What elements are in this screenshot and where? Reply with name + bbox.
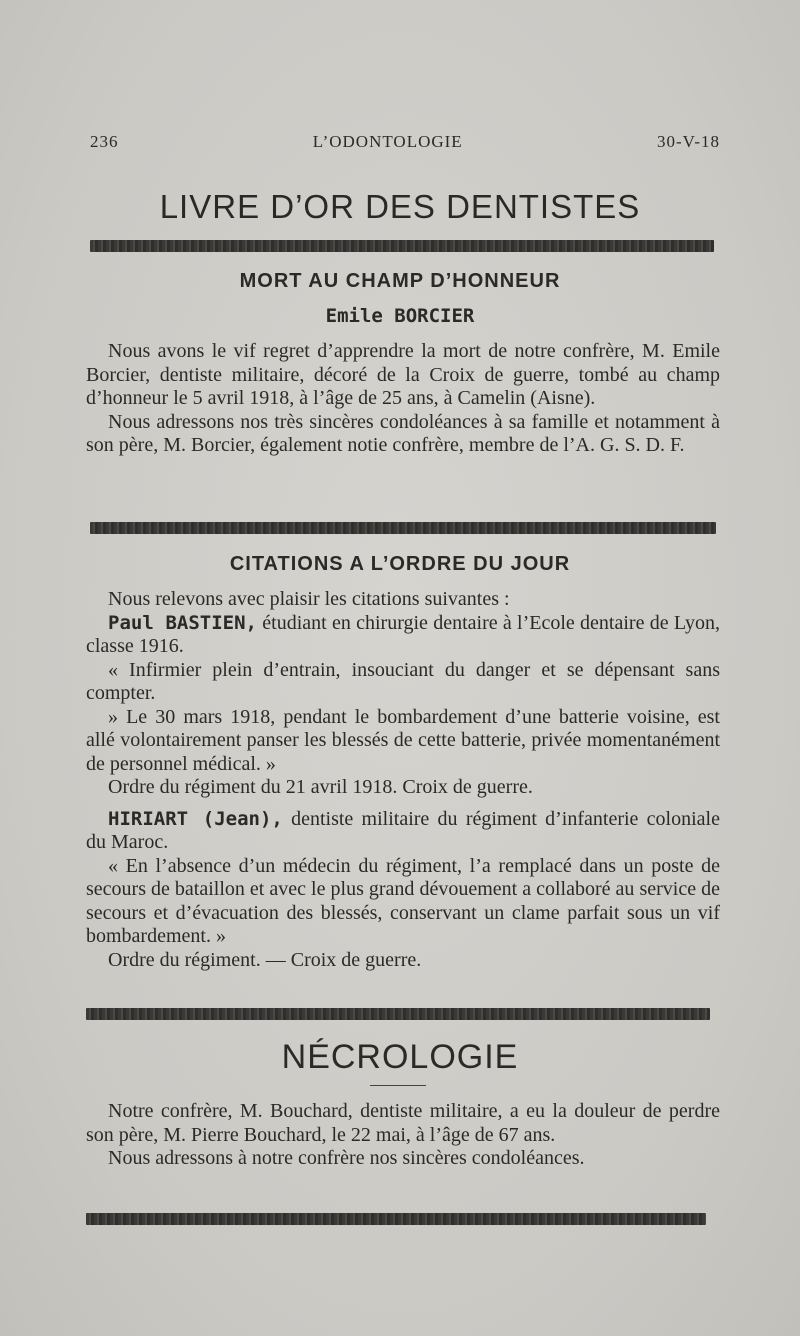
paragraph: » Le 30 mars 1918, pendant le bombardement d’une batterie voisine, est allé volontairement panser les blessés de cette batterie, privée momentanément de personnel médical. » [86,705,720,775]
deceased-name: Emile BORCIER [325,305,475,327]
running-header [90,132,720,152]
journal-title: L’ODONTOLOGIE [312,132,463,151]
page-title: LIVRE D’OR DES DENTISTES [159,188,641,225]
paragraph: « Infirmier plein d’entrain, insouciant du danger et se dépensant sans compter. [86,658,720,704]
section-heading-mort: MORT AU CHAMP D’HONNEUR [239,270,561,292]
page-number: 236 [90,132,119,151]
paragraph: Notre confrère, M. Bouchard, dentiste militaire, a eu la douleur de perdre son père, M. Pierre Bouchard, le 22 mai, à l’âge de 67 ans. [86,1100,720,1146]
section-citations-text [86,588,720,972]
paragraph: Nous adressons à notre confrère nos sincères condoléances. [108,1147,585,1169]
paragraph: Nous relevons avec plaisir les citations suivantes : [108,588,510,610]
heading-underline [370,1085,426,1086]
paragraph: « En l’absence d’un médecin du régiment, l’a remplacé dans un poste de secours de bataillon et avec le plus grand dévouement a collaboré au service de secours et d’évacuation des blessés, conservant un clame parfait sous un vif bombardement. » [86,854,720,947]
divider-rule [90,522,716,534]
section-heading-necrologie: NÉCROLOGIE [281,1038,519,1076]
citation-2: HIRIART (Jean), dentiste militaire du régiment d’infanterie coloniale du Maroc. [86,807,720,853]
cited-name: Paul BASTIEN, [108,611,257,634]
paragraph: Ordre du régiment du 21 avril 1918. Croix de guerre. [108,776,533,798]
paragraph: Ordre du régiment. — Croix de guerre. [108,948,422,971]
issue-date: 30-V-18 [656,132,720,151]
divider-rule [90,240,714,252]
section-heading-citations: CITATIONS A L’ORDRE DU JOUR [229,553,571,575]
paragraph: Nous avons le vif regret d’apprendre la mort de notre confrère, M. Emile Borcier, dentiste militaire, décoré de la Croix de guerre, tombé au champ d’honneur le 5 avril 1918, à l’âge de 25 ans, à Camelin (Aisne). [86,340,720,409]
paragraph: Nous adressons nos très sincères condoléances à sa famille et notamment à son père, M. Borcier, également notie confrère, membre de l’A. G. S. D. F. [86,410,720,456]
cited-name: HIRIART (Jean), [108,807,283,830]
divider-rule [86,1213,706,1225]
divider-rule [86,1008,710,1020]
citation-1: Paul BASTIEN, étudiant en chirurgie dentaire à l’Ecole dentaire de Lyon, classe 1916. [86,611,720,657]
section-necrologie-text [86,1100,720,1171]
section-mort-text [86,340,720,458]
